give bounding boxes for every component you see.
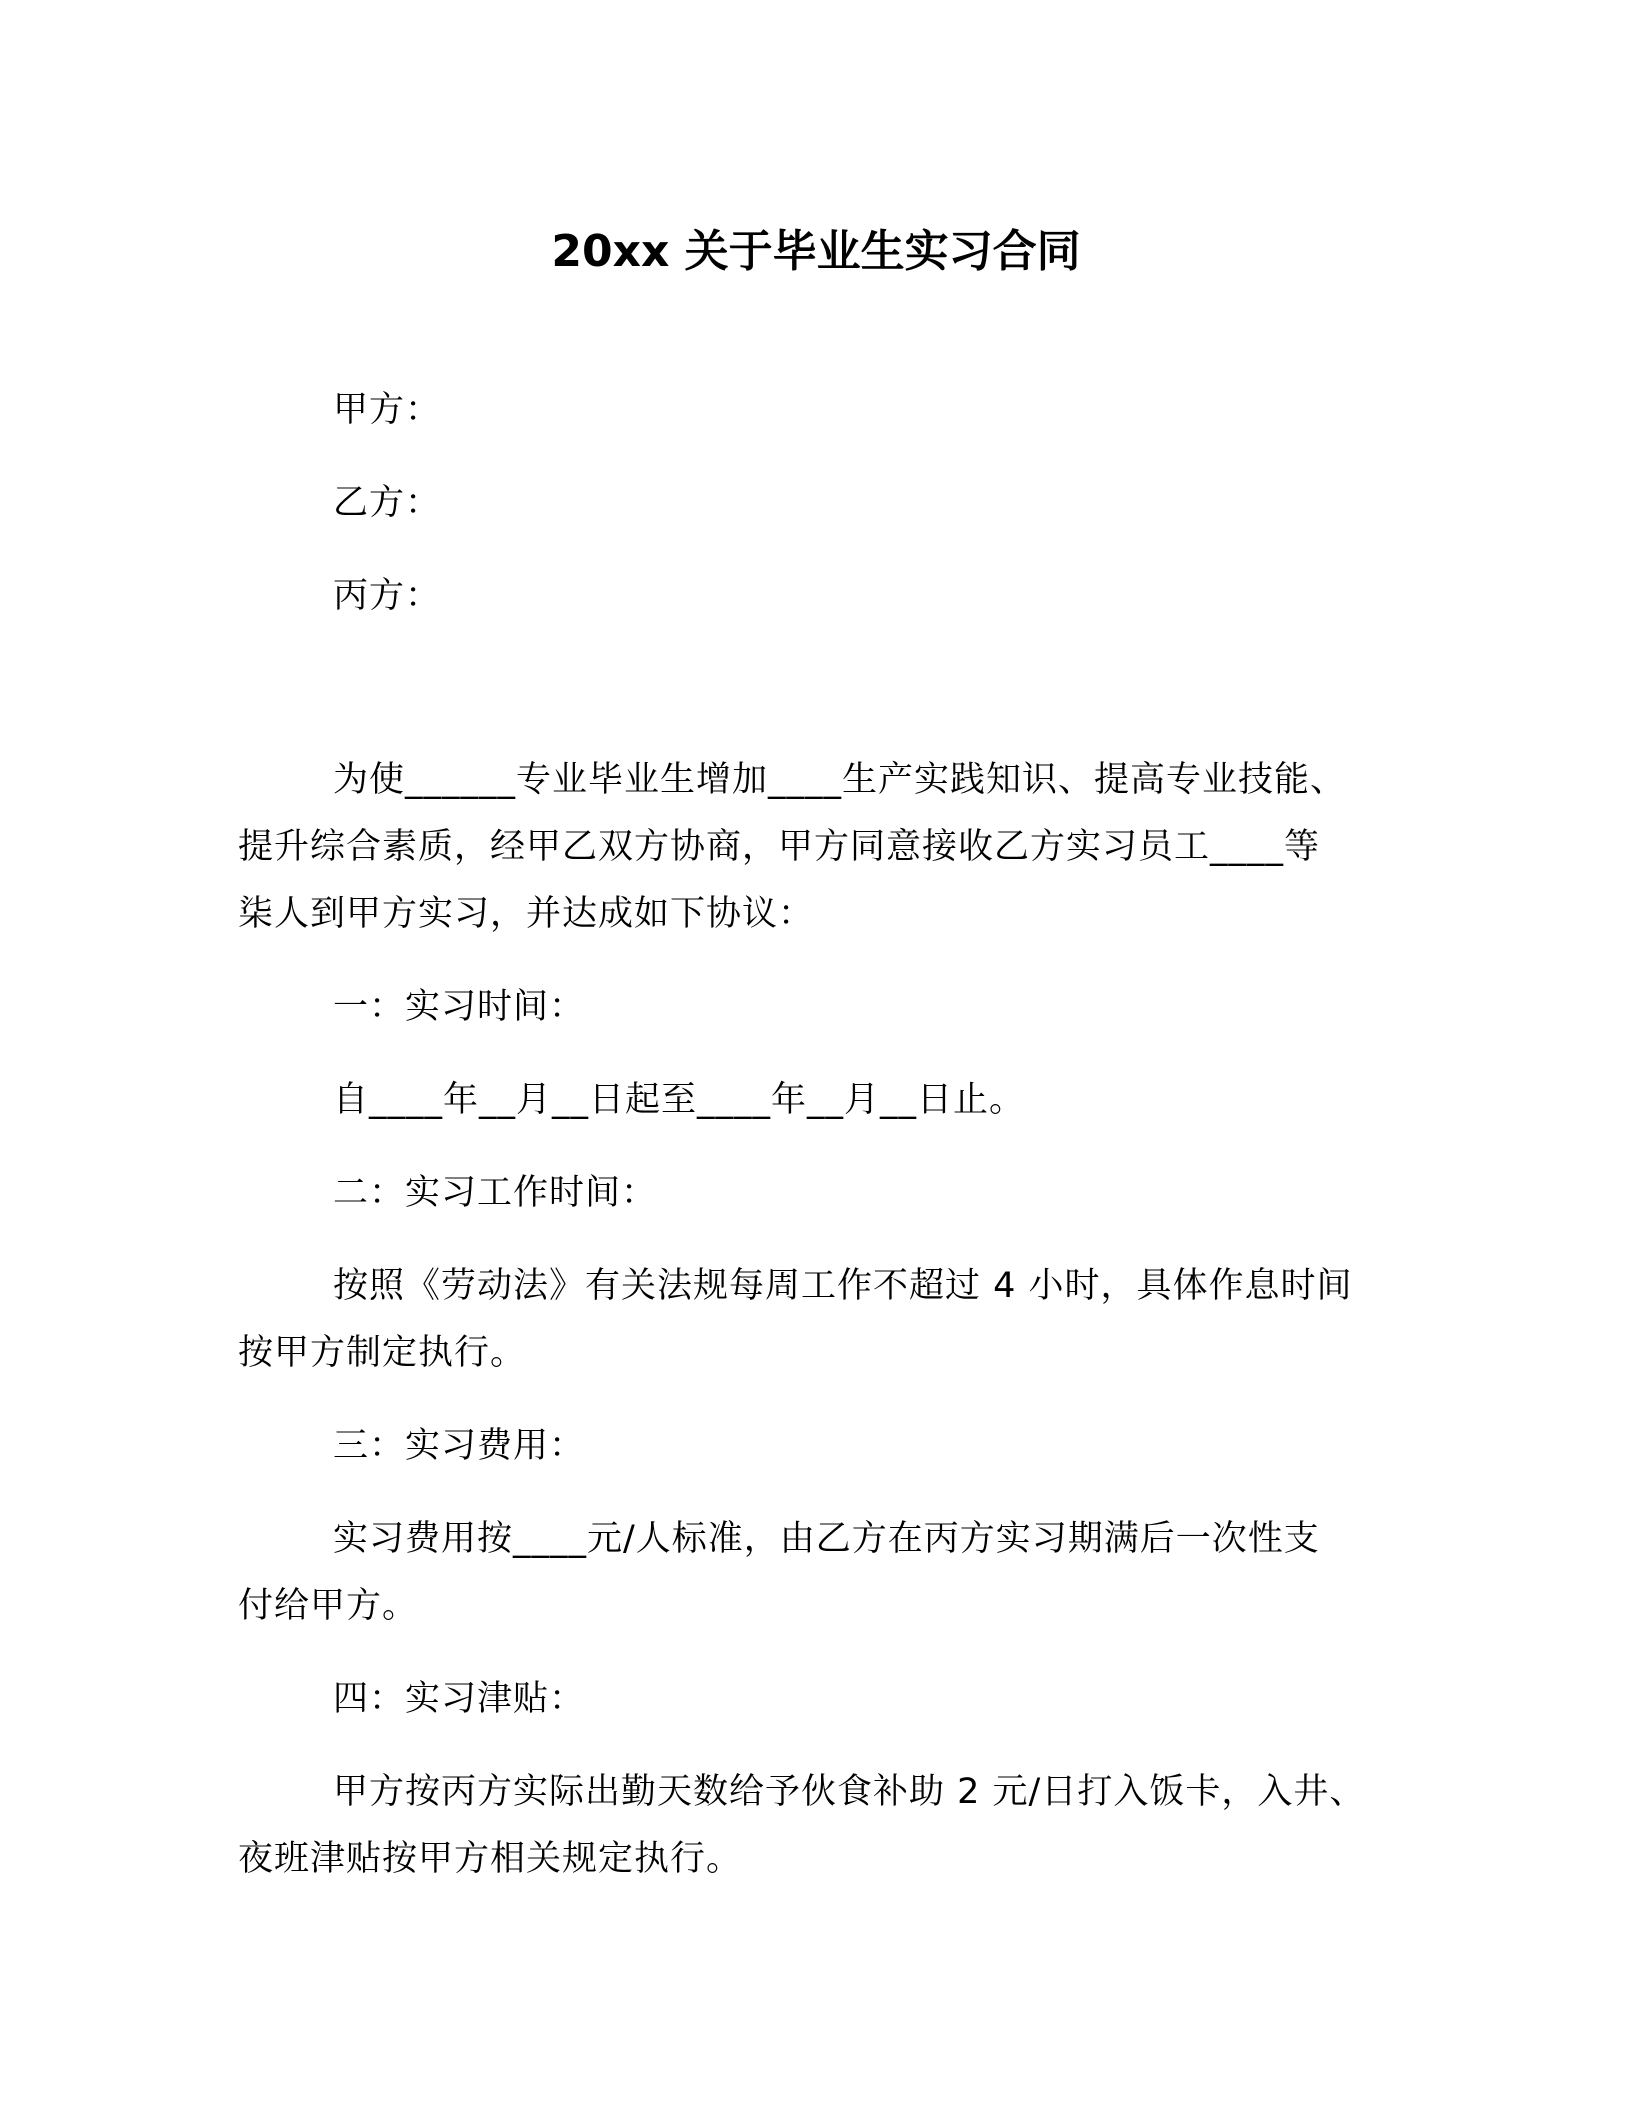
section-3-line-1: 实习费用按____元/人标准，由乙方在丙方实习期满后一次性支 xyxy=(333,1519,1320,1559)
section-1-heading: 一：实习时间： xyxy=(333,987,586,1027)
section-4-line-1: 甲方按丙方实际出勤天数给予伙食补助 2 元/日打入饭卡，入井、 xyxy=(333,1772,1366,1812)
preamble-line-3: 柒人到甲方实习，并达成如下协议： xyxy=(238,894,815,934)
section-3-heading: 三：实习费用： xyxy=(333,1426,586,1466)
document-title: 20xx 关于毕业生实习合同 xyxy=(551,226,1081,277)
party-a-label: 甲方： xyxy=(333,390,442,430)
section-3-line-2: 付给甲方。 xyxy=(238,1586,419,1626)
preamble-line-1: 为使______专业毕业生增加____生产实践知识、提高专业技能、 xyxy=(333,760,1347,800)
party-c-label: 丙方： xyxy=(333,576,442,616)
section-2-heading: 二：实习工作时间： xyxy=(333,1173,658,1213)
section-2-line-2: 按甲方制定执行。 xyxy=(238,1333,527,1373)
section-2-line-1: 按照《劳动法》有关法规每周工作不超过 4 小时，具体作息时间 xyxy=(333,1266,1353,1306)
preamble-line-2: 提升综合素质，经甲乙双方协商，甲方同意接收乙方实习员工____等 xyxy=(238,827,1321,867)
party-b-label: 乙方： xyxy=(333,483,442,523)
section-4-heading: 四：实习津贴： xyxy=(333,1679,586,1719)
section-4-line-2: 夜班津贴按甲方相关规定执行。 xyxy=(238,1839,743,1879)
section-1-text: 自____年__月__日起至____年__月__日止。 xyxy=(333,1080,1026,1120)
